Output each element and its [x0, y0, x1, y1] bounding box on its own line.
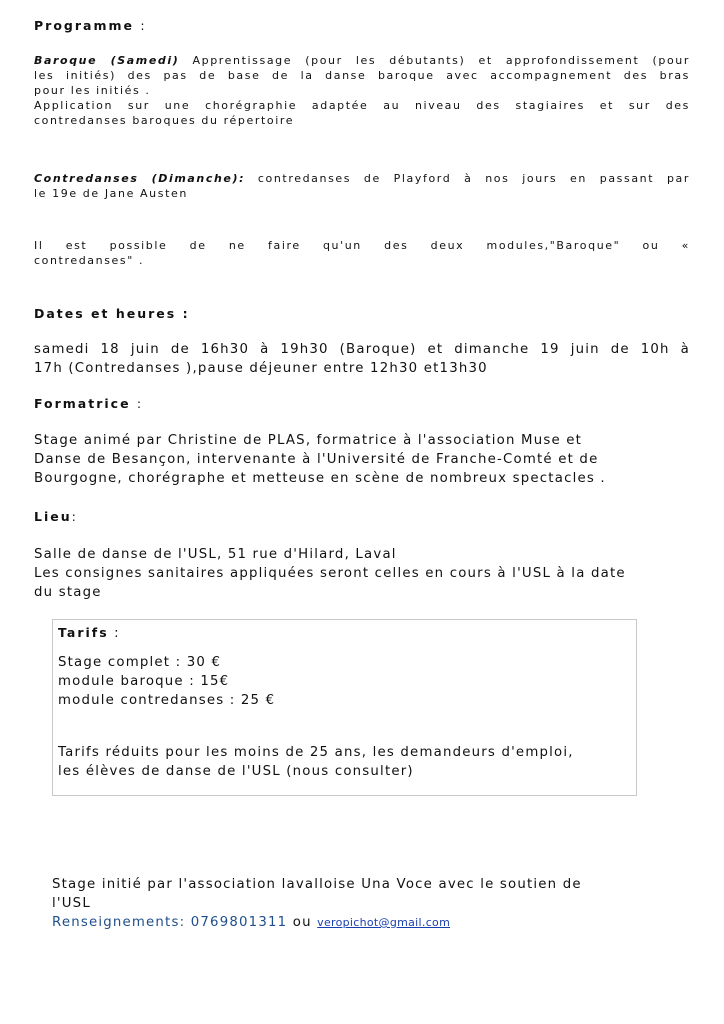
lieu-heading: Lieu: — [34, 509, 78, 524]
baroque-paragraph: Baroque (Samedi) Apprentissage (pour les débutants) et approfondissement (pour les initiés) des pas de base de la danse baroque avec accompagnement des bras pour les initiés . Application sur une chorégraphie adaptée au niveau des stagiaires et sur des contredanses baroques du répertoire — [34, 54, 691, 127]
dates-paragraph: samedi 18 juin de 16h30 à 19h30 (Baroque) et dimanche 19 juin de 10h à 17h (Contredanses ),pause déjeuner entre 12h30 et13h30 — [34, 342, 690, 376]
formatrice-heading: Formatrice : — [34, 396, 144, 411]
phone-number: 0769801311 — [190, 915, 288, 930]
tarifs-prices: Stage complet : 30 € module baroque : 15€ module contredanses : 25 € — [58, 655, 276, 708]
formatrice-paragraph: Stage animé par Christine de PLAS, formatrice à l'association Muse et Danse de Besançon, intervenante à l'Université de Franche-Comté et de Bourgogne, chorégraphe et metteuse en scène de nombreux spectacles . — [34, 433, 606, 486]
tarifs-reduits: Tarifs réduits pour les moins de 25 ans, les demandeurs d'emploi, les élèves de danse de l'USL (nous consulter) — [58, 745, 574, 779]
modules-paragraph: Il est possible de ne faire qu'un des deux modules,"Baroque" ou « contredanses" . — [34, 239, 690, 267]
dates-heading: Dates et heures : — [34, 306, 190, 321]
footer: Stage initié par l'association lavalloise Una Voce avec le soutien de l'USL Renseignements: 0769801311 ou veropichot@gmail.com — [52, 875, 652, 932]
programme-heading: Programme : — [34, 18, 147, 33]
contact-line: Renseignements: 0769801311 ou veropichot@gmail.com — [52, 915, 451, 930]
tarifs-heading: Tarifs : — [58, 625, 120, 641]
contredanses-label: Contredanses (Dimanche): — [34, 172, 246, 185]
baroque-label: Baroque (Samedi) — [34, 54, 180, 67]
tarifs-box — [52, 619, 637, 796]
lieu-paragraph: Salle de danse de l'USL, 51 rue d'Hilard, Laval Les consignes sanitaires appliquées seront celles en cours à l'USL à la date du stage — [34, 547, 626, 600]
email-link[interactable]: veropichot@gmail.com — [317, 916, 451, 929]
contredanses-paragraph: Contredanses (Dimanche): contredanses de Playford à nos jours en passant par le 19e de Jane Austen — [34, 172, 690, 200]
